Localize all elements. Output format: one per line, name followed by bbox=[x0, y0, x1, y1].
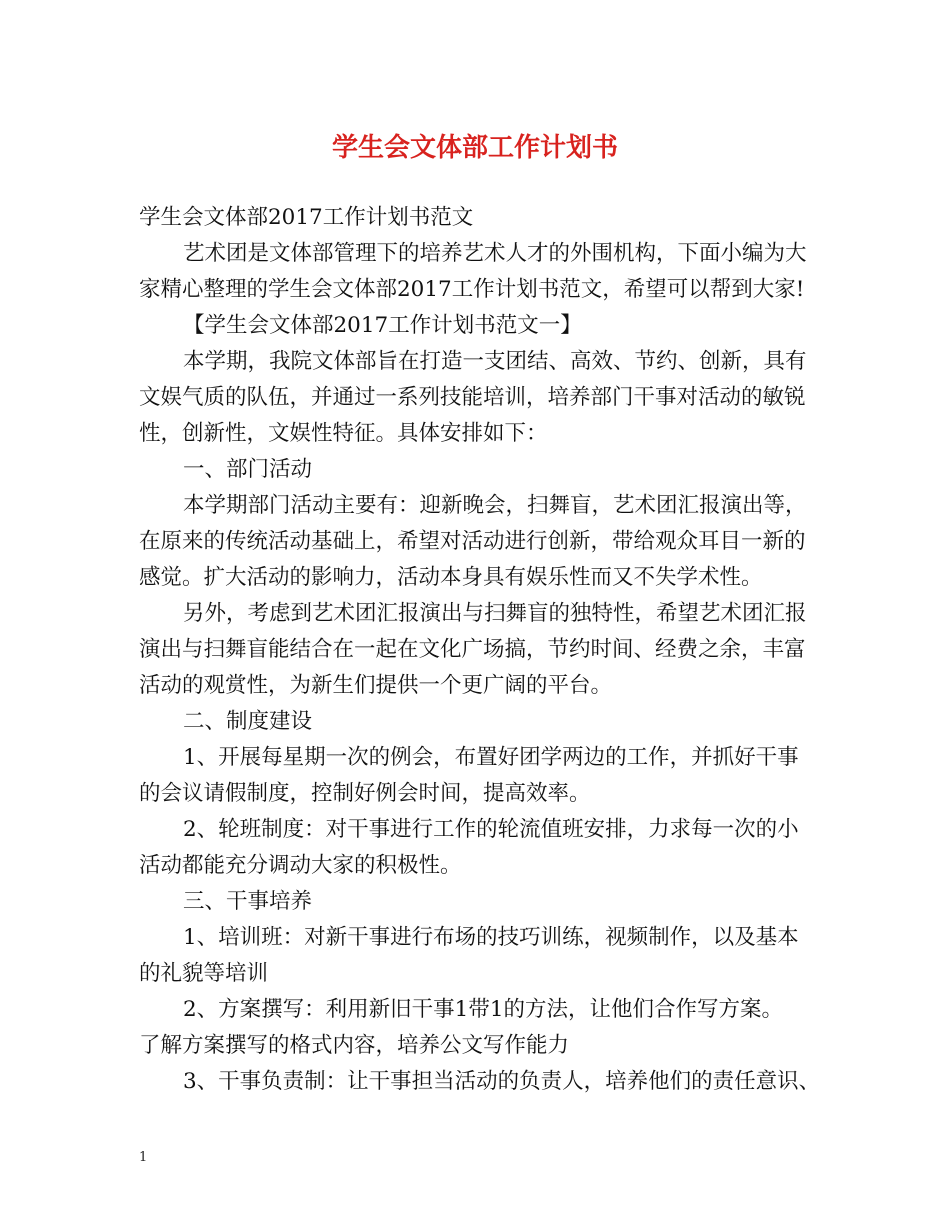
paragraph-line: 另外，考虑到艺术团汇报演出与扫舞盲的独特性，希望艺术团汇报 bbox=[183, 601, 807, 626]
paragraph-line: 性，创新性，文娱性特征。具体安排如下： bbox=[139, 421, 548, 446]
document-title: 学生会文体部工作计划书 bbox=[331, 133, 618, 163]
section-heading: 二、制度建设 bbox=[183, 709, 313, 734]
paragraph-line: 艺术团是文体部管理下的培养艺术人才的外围机构，下面小编为大 bbox=[183, 241, 807, 266]
paragraph-line: 学生会文体部2017工作计划书范文 bbox=[139, 205, 474, 230]
section-heading: 三、干事培养 bbox=[183, 889, 313, 914]
paragraph-line: 活动都能充分调动大家的积极性。 bbox=[139, 853, 462, 878]
paragraph-line: 家精心整理的学生会文体部2017工作计划书范文，希望可以帮到大家! bbox=[139, 277, 805, 302]
paragraph-line: 的会议请假制度，控制好例会时间，提高效率。 bbox=[139, 781, 591, 806]
paragraph-line: 演出与扫舞盲能结合在一起在文化广场搞，节约时间、经费之余，丰富 bbox=[139, 637, 806, 662]
paragraph-line: 1、培训班：对新干事进行布场的技巧训练，视频制作，以及基本 bbox=[183, 925, 799, 950]
document-body bbox=[139, 200, 829, 1100]
paragraph-line: 3、干事负责制：让干事担当活动的负责人，培养他们的责任意识、 bbox=[183, 1069, 821, 1094]
paragraph-line: 在原来的传统活动基础上，希望对活动进行创新，带给观众耳目一新的 bbox=[139, 529, 806, 554]
paragraph-line: 2、方案撰写：利用新旧干事1带1的方法，让他们合作写方案。 bbox=[183, 997, 784, 1022]
paragraph-line: 了解方案撰写的格式内容，培养公文写作能力 bbox=[139, 1033, 570, 1058]
paragraph-line: 本学期，我院文体部旨在打造一支团结、高效、节约、创新，具有 bbox=[183, 349, 807, 374]
paragraph-line: 活动的观赏性，为新生们提供一个更广阔的平台。 bbox=[139, 673, 613, 698]
paragraph-line: 2、轮班制度：对干事进行工作的轮流值班安排，力求每一次的小 bbox=[183, 817, 799, 842]
paragraph-line: 文娱气质的队伍，并通过一系列技能培训，培养部门干事对活动的敏锐 bbox=[139, 385, 806, 410]
page-number: 1 bbox=[139, 1150, 148, 1165]
paragraph-line: 的礼貌等培训 bbox=[139, 961, 269, 986]
paragraph-line: 本学期部门活动主要有：迎新晚会，扫舞盲，艺术团汇报演出等， bbox=[183, 493, 807, 518]
paragraph-line: 感觉。扩大活动的影响力，活动本身具有娱乐性而又不失学术性。 bbox=[139, 565, 763, 590]
section-heading: 一、部门活动 bbox=[183, 457, 313, 482]
paragraph-line: 1、开展每星期一次的例会，布置好团学两边的工作，并抓好干事 bbox=[183, 745, 799, 770]
section-heading: 【学生会文体部2017工作计划书范文一】 bbox=[183, 313, 582, 338]
